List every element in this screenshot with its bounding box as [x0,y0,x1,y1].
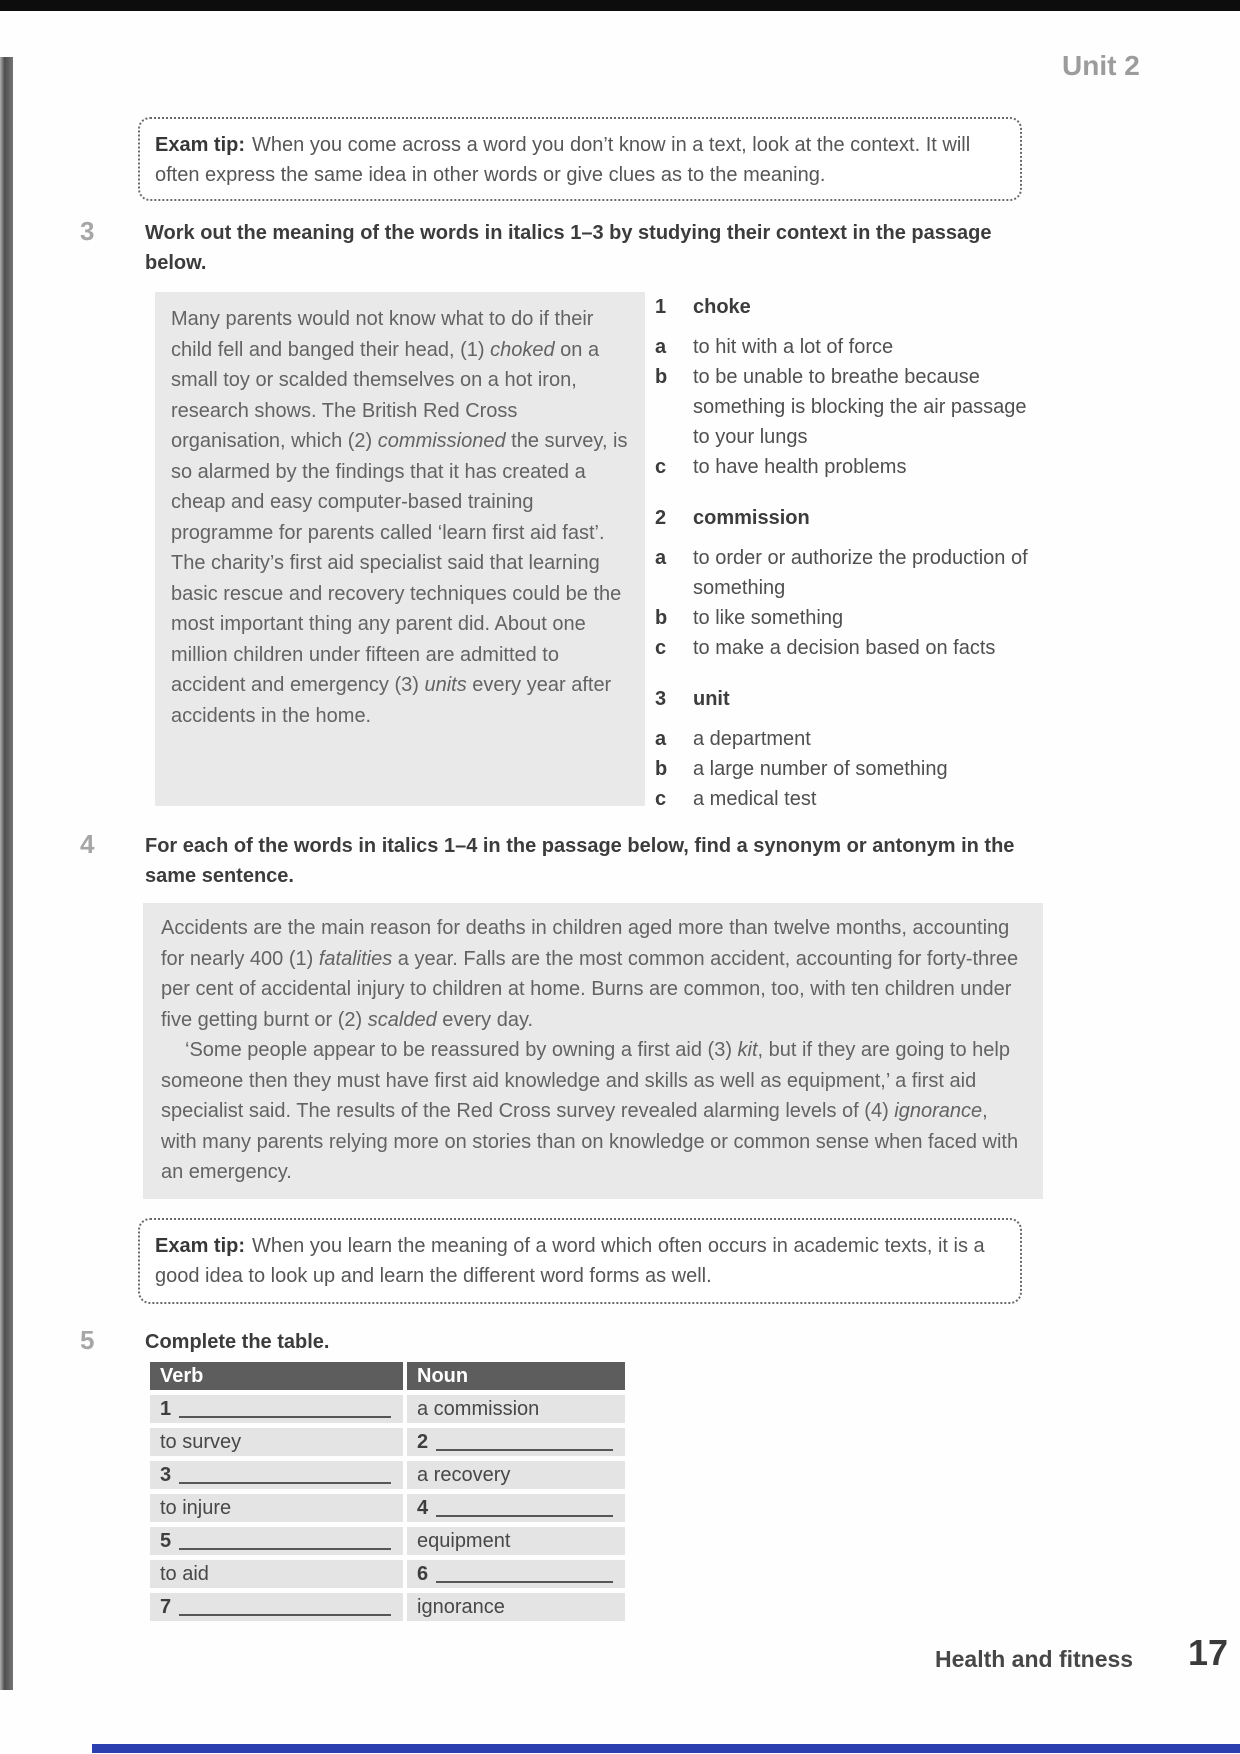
option-text: to make a decision based on facts [693,637,996,659]
table-header-cell: Verb [150,1362,403,1390]
passage-text: , with many parents relying more on stories than on knowledge or common sense when faced with an emergency. [161,1100,1019,1183]
blank-number: 2 [417,1430,429,1453]
table-blank-cell [150,1527,403,1555]
option-text: a medical test [693,788,817,810]
cell-text: to aid [160,1562,209,1585]
table-blank-cell [150,1461,403,1489]
table-row [150,1395,625,1423]
italic-word: scalded [367,1008,437,1031]
exercise-3-number: 3 [80,216,95,246]
cell-text: to injure [160,1496,232,1519]
italic-word: choked [490,338,555,361]
exercise-3-instruction: Work out the meaning of the words in italics 1–3 by studying their context in the passage below. [145,222,992,274]
italic-word: fatalities [318,947,393,970]
option-letter: a [655,336,667,358]
question-number: 1 [655,296,667,318]
exercise-3-questions [655,292,1055,835]
table-row [150,1494,625,1522]
footer-chapter-title: Health and fitness [935,1646,1134,1672]
table-text-cell [150,1428,403,1456]
exam-tip-text: When you learn the meaning of a word which often occurs in academic texts, it is a good idea to look up and learn the different word forms as well. [155,1235,985,1287]
blank-number: 6 [417,1562,429,1585]
blank-line [179,1466,391,1484]
blank-number: 4 [417,1496,429,1519]
question-item [655,684,1055,814]
table-blank-cell [150,1593,403,1621]
table-blank-cell [407,1428,625,1456]
option-letter: c [655,456,667,478]
exam-tip-box-2 [138,1218,1022,1304]
passage-text: every year after accidents in the home. [171,674,612,727]
table-blank-cell [150,1395,403,1423]
blank-number: 1 [160,1397,172,1420]
option-letter: a [655,547,667,569]
question-word: commission [693,507,810,529]
cell-text: to survey [160,1430,242,1453]
passage-text: every day. [436,1008,534,1031]
footer-page-number: 17 [1188,1632,1229,1673]
question-item [655,292,1055,482]
table-text-cell [407,1461,625,1489]
italic-word: commissioned [377,430,506,452]
blank-line [179,1598,391,1616]
blank-line [436,1433,613,1451]
left-edge-strip [0,57,13,1690]
table-text-cell [407,1527,625,1555]
answer-option [655,754,1055,784]
option-text: to hit with a lot of force [693,336,894,358]
cell-text: equipment [417,1529,511,1552]
answer-option [655,633,1055,663]
table-header-cell: Noun [407,1362,625,1390]
blank-line [436,1499,613,1517]
exam-tip-label: Exam tip: [155,134,246,156]
option-letter: c [655,788,667,810]
exercise-3-passage [155,292,645,806]
question-word: choke [693,296,751,318]
answer-option [655,543,1055,603]
option-letter: a [655,728,667,750]
top-edge-bar [0,0,1240,11]
option-text: a large number of something [693,758,948,780]
blank-number: 3 [160,1463,172,1486]
cell-text: a recovery [417,1463,511,1486]
exercise-5-number: 5 [80,1325,95,1355]
passage-text: the survey, is so alarmed by the findings that it has created a cheap and easy computer-based training programme for parents called ‘learn first aid fast’. The charity’s first aid specialist said that learning basic rescue and recovery techniques could be the most important thing any parent did. About one million children under fifteen are admitted to accident and emergency (3) [171,430,628,696]
option-letter: b [655,607,668,629]
option-text: to be unable to breathe because something is blocking the air passage to your lungs [693,366,1027,448]
question-item [655,503,1055,663]
answer-option [655,724,1055,754]
passage-text: on a small toy or scalded themselves on a hot iron, research shows. The British Red Cross organisation, which (2) [171,338,600,452]
cell-text: ignorance [417,1595,505,1618]
bottom-edge-bar [92,1744,1240,1753]
question-number: 2 [655,507,667,529]
table-row [150,1560,625,1588]
question-number: 3 [655,688,667,710]
answer-option [655,784,1055,814]
table-row [150,1527,625,1555]
blank-line [179,1532,391,1550]
answer-option [655,452,1055,482]
answer-option [655,332,1055,362]
question-word: unit [693,688,730,710]
table-blank-cell [407,1560,625,1588]
italic-word: units [424,674,467,696]
unit-header: Unit 2 [1062,50,1140,81]
answer-option [655,362,1055,452]
cell-text: a commission [417,1397,540,1420]
table-blank-cell [407,1494,625,1522]
passage-paragraph [161,913,1025,1035]
blank-number: 7 [160,1595,172,1618]
table-header-row [150,1362,625,1390]
option-letter: c [655,637,667,659]
table-text-cell [407,1395,625,1423]
option-letter: b [655,758,668,780]
table-text-cell [407,1593,625,1621]
blank-number: 5 [160,1529,172,1552]
exam-tip-text: When you come across a word you don’t know in a text, look at the context. It will often express the same idea in other words or give clues as to the meaning. [155,134,971,186]
exercise-4-number: 4 [80,829,95,859]
question-head [655,684,1055,714]
exercise-4-instruction: For each of the words in italics 1–4 in the passage below, find a synonym or antonym in the same sentence. [145,835,1015,887]
blank-line [179,1400,391,1418]
option-text: a department [693,728,811,750]
table-row [150,1461,625,1489]
answer-option [655,603,1055,633]
passage-paragraph [161,1035,1025,1188]
passage-text: ‘Some people appear to be reassured by owning a first aid (3) [185,1039,738,1061]
passage-text: a year. Falls are the most common accident, accounting for forty-three per cent of accidental injury to children at home. Burns are common, too, with ten children under five getting burnt or (2) [161,947,1019,1031]
option-text: to like something [693,607,844,629]
table-text-cell [150,1560,403,1588]
exam-tip-box-1 [138,117,1022,201]
option-text: to order or authorize the production of something [693,547,1028,599]
option-letter: b [655,366,668,388]
passage-text: , but if they are going to help someone then they must have first aid knowledge and skills as well as equipment,’ a first aid specialist said. The results of the Red Cross survey revealed alarming levels of (4) [161,1039,1010,1122]
blank-line [436,1565,613,1583]
question-head [655,503,1055,533]
option-text: to have health problems [693,456,907,478]
exercise-4-passage [143,903,1043,1199]
exam-tip-label: Exam tip: [155,1235,246,1257]
italic-word: ignorance [894,1100,983,1122]
exercise-5-instruction: Complete the table. [145,1331,330,1353]
table-text-cell [150,1494,403,1522]
question-head [655,292,1055,322]
table-row [150,1428,625,1456]
verb-noun-table [150,1362,625,1626]
passage-text: Many parents would not know what to do if their child fell and banged their head, (1) [171,308,594,361]
table-row [150,1593,625,1621]
passage-text: Accidents are the main reason for deaths in children aged more than twelve months, accounting for nearly 400 (1) [161,917,1010,970]
italic-word: kit [737,1039,758,1061]
